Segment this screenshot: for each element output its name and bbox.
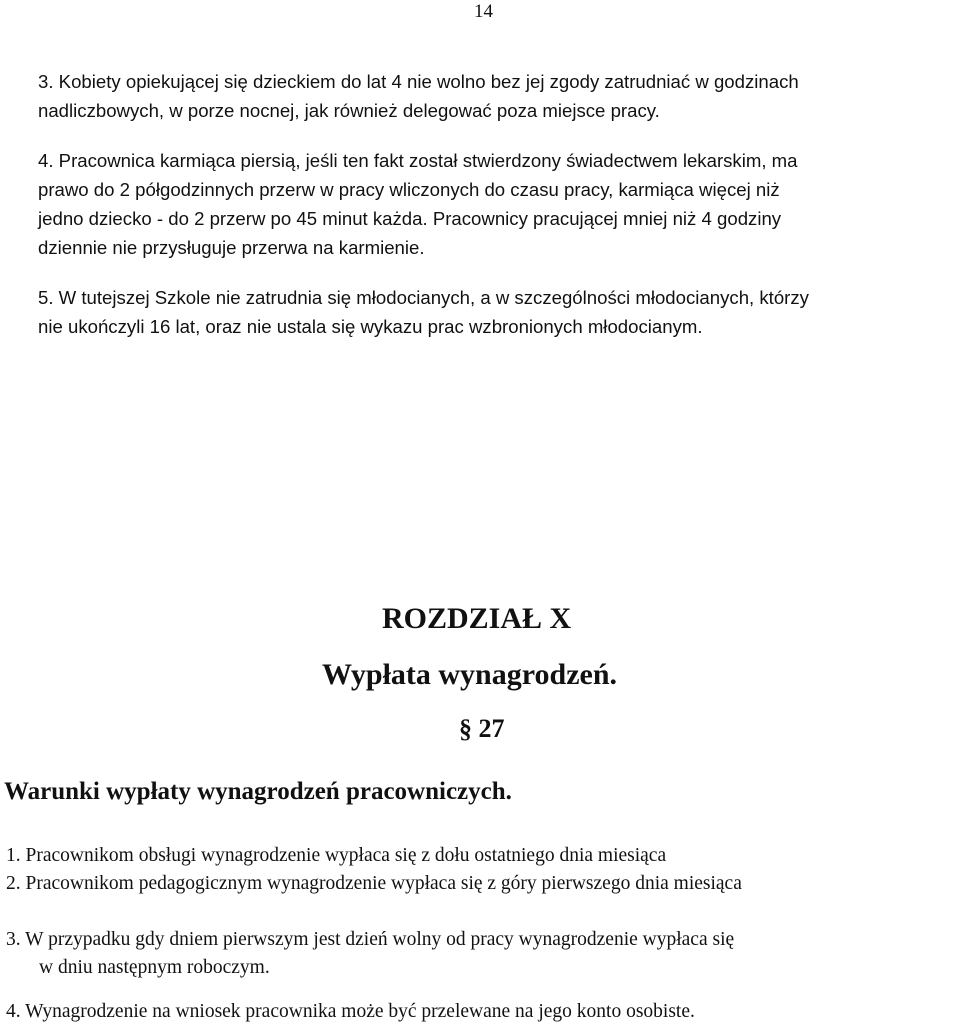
list-item-3-line-2: w dniu następnym roboczym. (39, 957, 270, 978)
section-subheading: Warunki wypłaty wynagrodzeń pracowniczych. (4, 778, 512, 805)
paragraph-sign: § 27 (459, 714, 505, 743)
list-item-2: 2. Pracownikom pedagogicznym wynagrodzenie wypłaca się z góry pierwszego dnia miesiąca (6, 873, 742, 894)
paragraph-4-line-4: dziennie nie przysługuje przerwa na karmienie. (38, 237, 425, 258)
paragraph-4-line-3: jedno dziecko - do 2 przerw po 45 minut każda. Pracownicy pracującej mniej niż 4 godziny (38, 208, 782, 229)
paragraph-3-line-1: 3. Kobiety opiekującej się dzieckiem do lat 4 nie wolno bez jej zgody zatrudniać w godzinach (38, 71, 799, 92)
list-item-3-line-1: 3. W przypadku gdy dniem pierwszym jest dzień wolny od pracy wynagrodzenie wypłaca się (6, 929, 735, 950)
chapter-number: ROZDZIAŁ X (382, 602, 572, 635)
paragraph-5-line-2: nie ukończyli 16 lat, oraz nie ustala się wykazu prac wzbronionych młodocianym. (38, 316, 703, 337)
page-number: 14 (474, 1, 493, 22)
paragraph-4-line-1: 4. Pracownica karmiąca piersią, jeśli ten fakt został stwierdzony świadectwem lekarskim, ma (38, 150, 798, 171)
paragraph-4-line-2: prawo do 2 półgodzinnych przerw w pracy wliczonych do czasu pracy, karmiąca więcej niż (38, 179, 780, 200)
chapter-title: Wypłata wynagrodzeń. (322, 658, 618, 691)
paragraph-5-line-1: 5. W tutejszej Szkole nie zatrudnia się młodocianych, a w szczególności młodocianych, którzy (38, 287, 809, 308)
list-item-4: 4. Wynagrodzenie na wniosek pracownika może być przelewane na jego konto osobiste. (6, 1001, 695, 1022)
paragraph-3-line-2: nadliczbowych, w porze nocnej, jak również delegować poza miejsce pracy. (38, 100, 660, 121)
list-item-1: 1. Pracownikom obsługi wynagrodzenie wypłaca się z dołu ostatniego dnia miesiąca (6, 845, 667, 866)
